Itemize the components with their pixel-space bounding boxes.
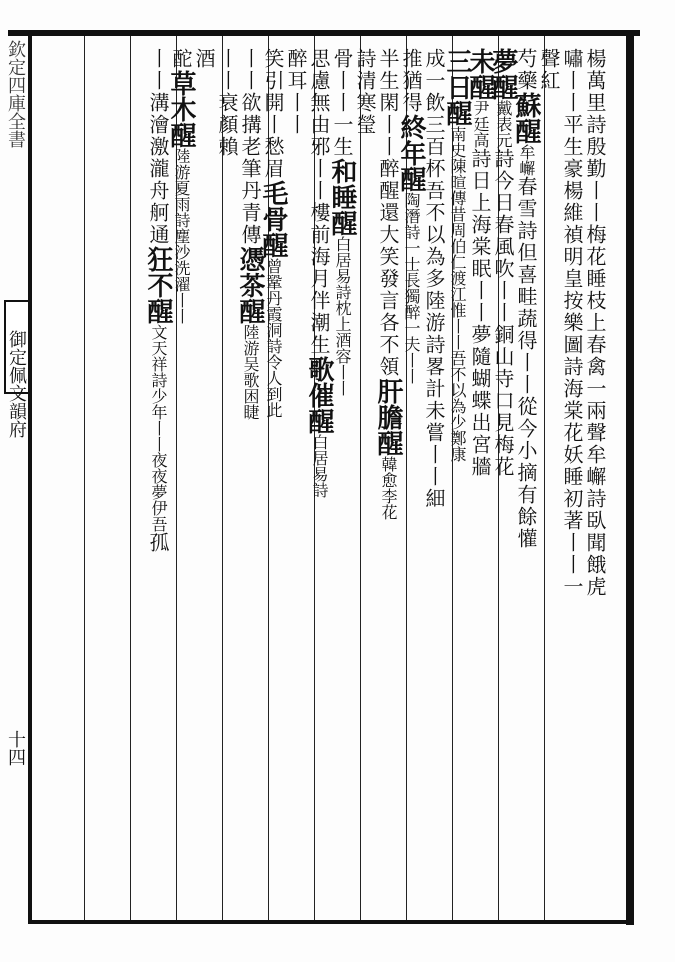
annotation: 白居易詩枕上酒容丨丨 bbox=[333, 236, 352, 396]
margin-title: 御定佩文韻府 bbox=[6, 330, 27, 438]
headword: 未醒 bbox=[465, 48, 495, 100]
text-column bbox=[584, 48, 606, 918]
annotation: 陶潛詩一士長獨醉一夫丨丨 bbox=[402, 192, 421, 384]
text-column bbox=[216, 48, 238, 918]
text-column bbox=[304, 48, 334, 918]
right-border bbox=[626, 30, 634, 925]
body-text: 醉耳丨丨 bbox=[284, 48, 308, 136]
body-text: 丨丨衰顏賴 bbox=[215, 48, 239, 158]
text-column bbox=[423, 48, 445, 918]
body-text: 半生閑丨丨醉醒還大笑發言各不領 bbox=[376, 48, 400, 378]
annotation: 牟嶰 bbox=[517, 144, 536, 176]
headword: 草木醒 bbox=[166, 70, 196, 148]
body-text: 成一飲三百杯吾不以為多陸游詩畧計未嘗丨丨細 bbox=[422, 48, 446, 510]
annotation: 戴表元 bbox=[494, 100, 513, 148]
text-column bbox=[373, 48, 403, 918]
body-text: 酡 bbox=[169, 48, 193, 70]
headword: 蘇醒 bbox=[511, 92, 541, 144]
headword: 終年醒 bbox=[396, 114, 426, 192]
text-column bbox=[538, 48, 560, 918]
edge-text: 欽定四庫全書 bbox=[5, 40, 26, 148]
headword: 憑茶醒 bbox=[235, 246, 265, 324]
annotation: 文天祥詩少年丨丨夜夜夢伊吾 bbox=[149, 324, 168, 532]
page-number: 十四 bbox=[5, 730, 26, 766]
column-rule bbox=[130, 36, 131, 920]
body-text: 思慮無由邪丨丨樓前海月伴潮生 bbox=[307, 48, 331, 356]
headword: 夢醒 bbox=[488, 48, 518, 100]
body-text: 孤 bbox=[146, 532, 170, 554]
text-column bbox=[143, 48, 173, 918]
body-text: 酒 bbox=[192, 48, 216, 70]
body-text: 笑引開丨愁眉 bbox=[261, 48, 285, 180]
text-column bbox=[285, 48, 307, 918]
text-column bbox=[561, 48, 583, 918]
top-border bbox=[8, 30, 640, 36]
headword: 狂不醒 bbox=[143, 246, 173, 324]
body-text: 聲紅 bbox=[537, 48, 561, 92]
text-column bbox=[465, 48, 495, 918]
body-text: 骨丨丨一生 bbox=[330, 48, 354, 158]
text-column bbox=[488, 48, 518, 918]
body-text: 推猶得 bbox=[399, 48, 423, 114]
annotation: 白居易詩 bbox=[310, 434, 329, 498]
annotation: 曾鞏丹霞洞詩令人到此 bbox=[264, 258, 283, 418]
text-column bbox=[442, 48, 472, 918]
body-text: 丨丨溝澮激瀧舟舸通 bbox=[146, 48, 170, 246]
text-column bbox=[511, 48, 541, 918]
headword: 肝膽醒 bbox=[373, 378, 403, 456]
text-column bbox=[354, 48, 376, 918]
headword: 和睡醒 bbox=[327, 158, 357, 236]
bottom-border bbox=[30, 920, 634, 924]
text-column bbox=[258, 48, 288, 918]
left-border bbox=[28, 30, 32, 924]
headword: 三日醒 bbox=[442, 48, 472, 126]
body-text: 楊萬里詩殷勤丨丨梅花睡枝上春禽一兩聲牟嶰詩臥聞餓虎 bbox=[583, 48, 607, 598]
headword: 歌催醒 bbox=[304, 356, 334, 434]
text-column bbox=[193, 48, 215, 918]
body-text: 詩今日春風吹丨丨銅山寺口見梅花 bbox=[491, 148, 515, 478]
body-text: 春雪詩但喜畦蔬得丨丨從今小摘有餘懽 bbox=[514, 176, 538, 550]
body-text: 芍藥 bbox=[514, 48, 538, 92]
text-column bbox=[235, 48, 265, 918]
body-text: 詩清寒瑩 bbox=[353, 48, 377, 136]
body-text: 嘯丨丨平生豪楊維禎明皇按樂圖詩海棠花妖睡初著丨丨一 bbox=[560, 48, 584, 598]
body-text: 詩日上海棠眠丨丨夢隨蝴蝶出宮牆 bbox=[468, 148, 492, 478]
body-text: 丨丨欲搆老筆丹青傳 bbox=[238, 48, 262, 246]
annotation: 韓愈李花 bbox=[379, 456, 398, 520]
column-rule bbox=[84, 36, 85, 920]
text-column bbox=[327, 48, 357, 918]
headword: 毛骨醒 bbox=[258, 180, 288, 258]
annotation: 陸游夏雨詩塵沙洗濯丨丨 bbox=[172, 148, 191, 324]
annotation: 尹廷高 bbox=[471, 100, 490, 148]
text-column bbox=[396, 48, 426, 918]
text-column bbox=[166, 48, 196, 918]
annotation: 南史陳暄傳昔周伯仁渡江惟丨丨吾不以為少鄭康 bbox=[448, 126, 467, 462]
annotation: 陸游吴歌困睫 bbox=[241, 324, 260, 420]
